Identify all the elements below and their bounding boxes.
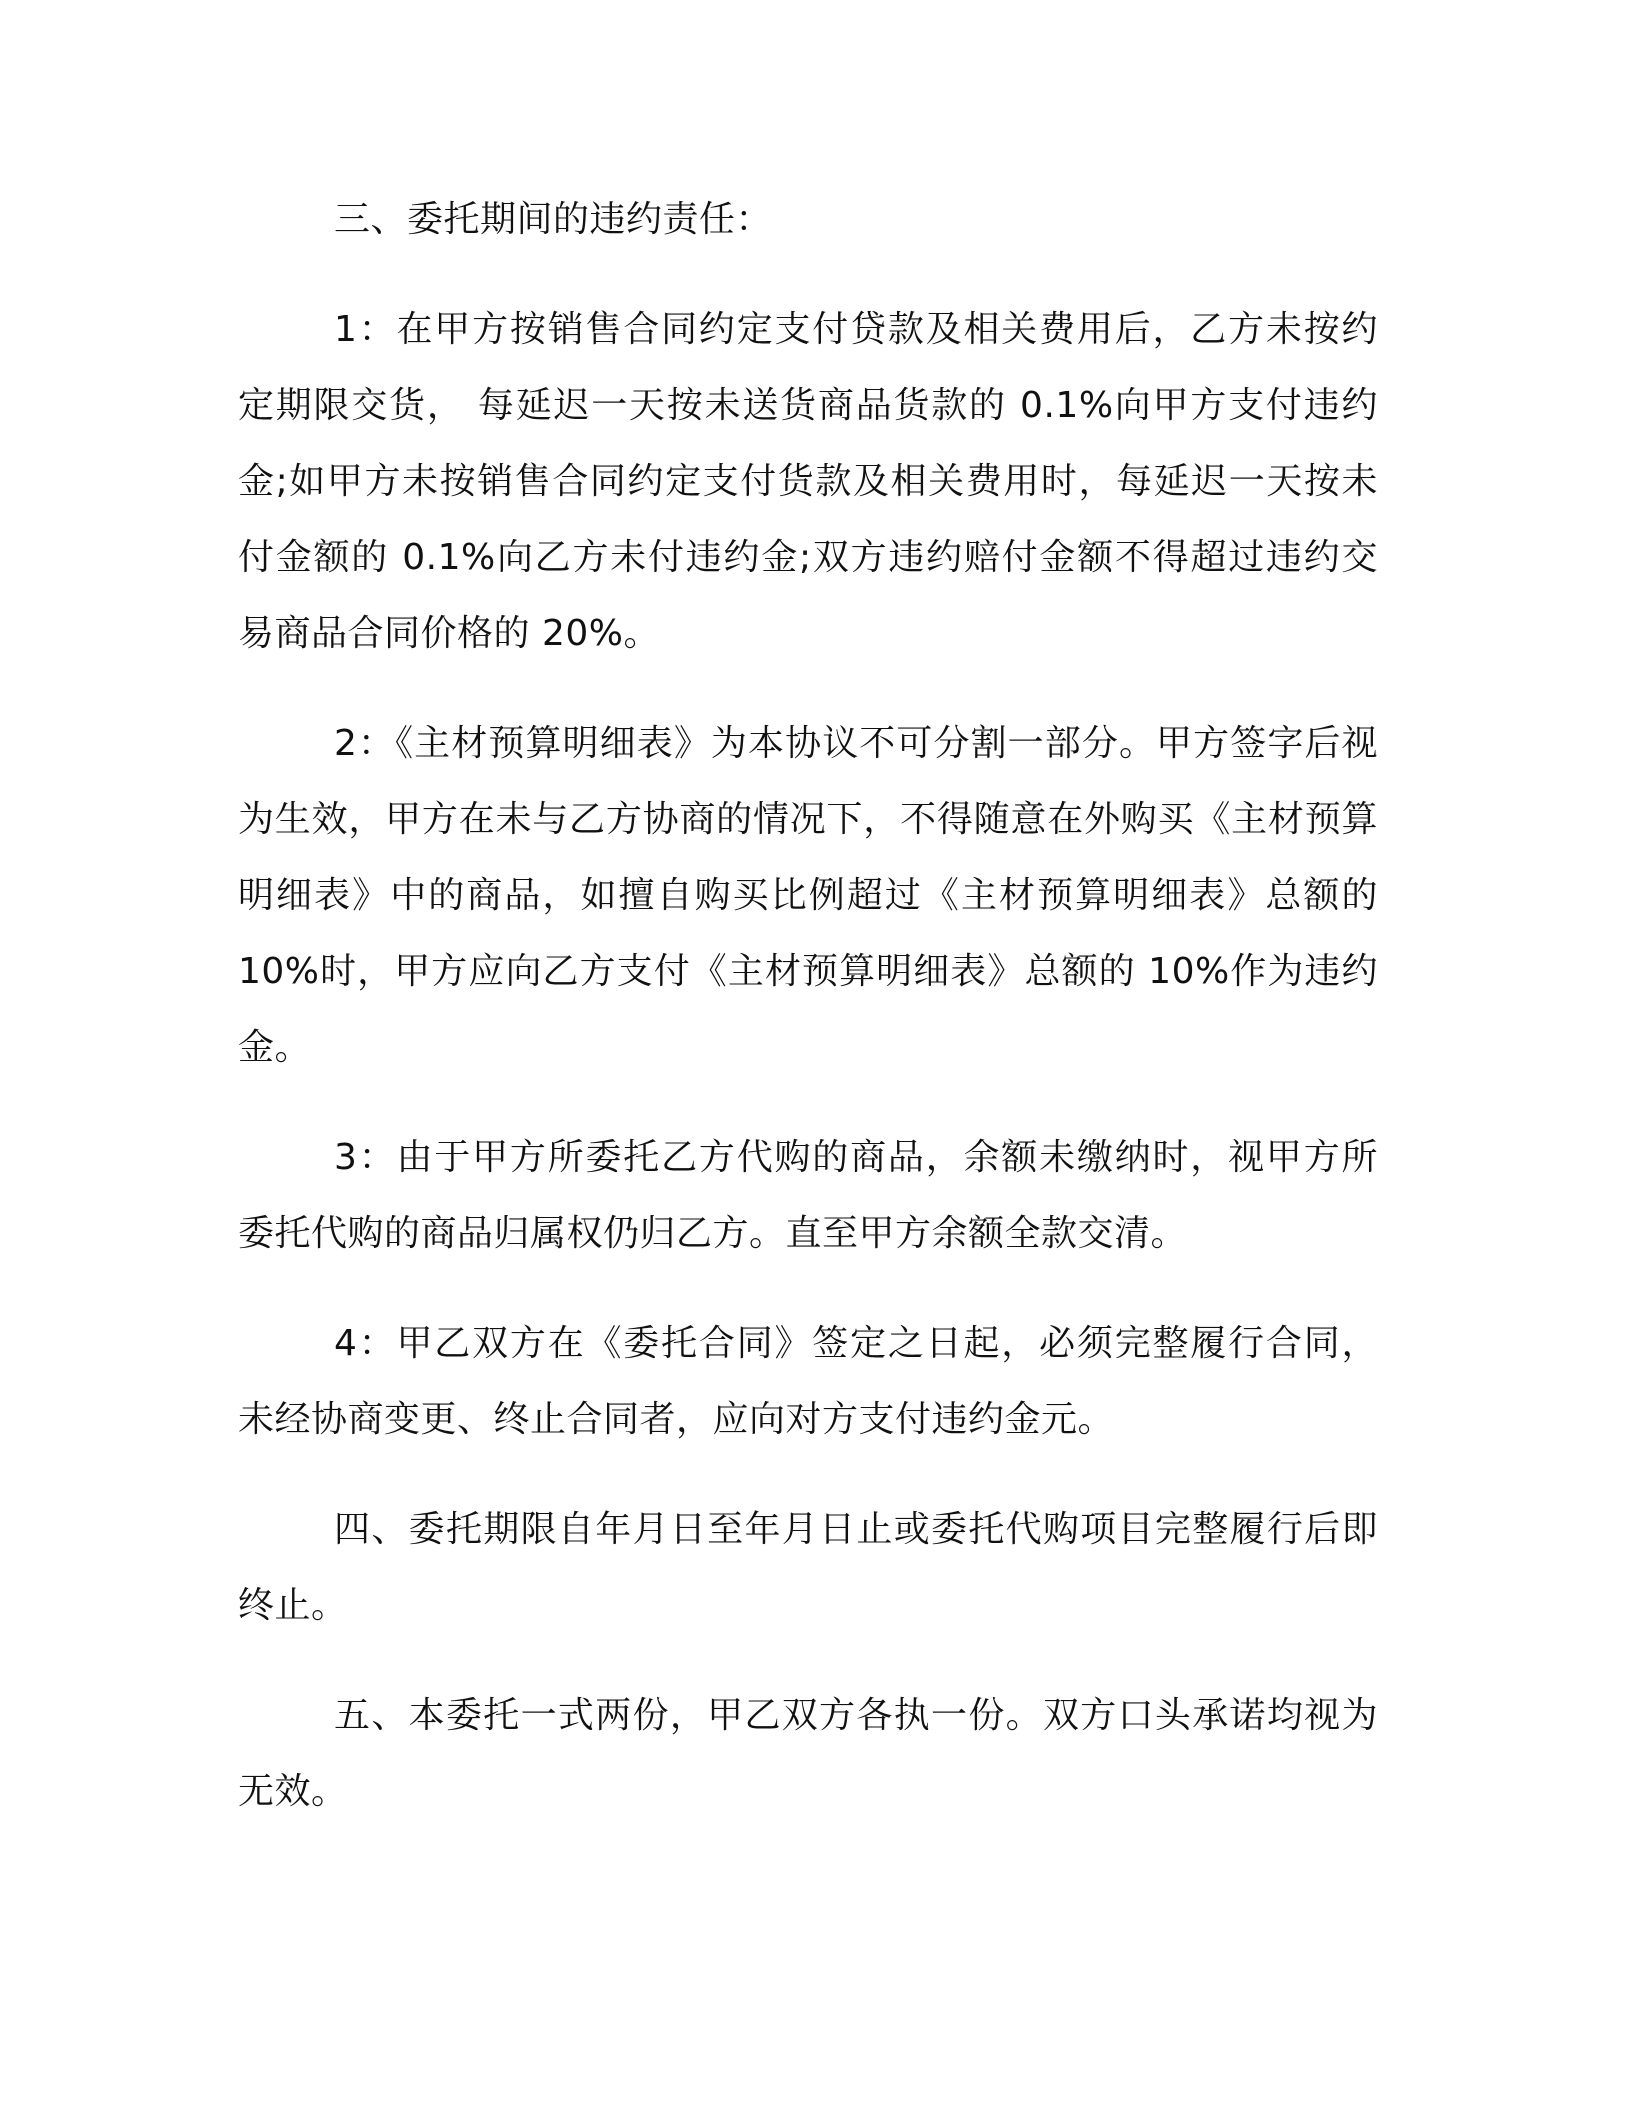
paragraph-section-4: 四、委托期限自年月日至年月日止或委托代购项目完整履行后即终止。 <box>238 1509 1378 1626</box>
paragraph-section-5: 五、本委托一式两份，甲乙双方各执一份。双方口头承诺均视为无效。 <box>238 1695 1378 1812</box>
paragraph-section-3-heading: 三、委托期间的违约责任： <box>334 199 773 240</box>
paragraph-clause-4: 4：甲乙双方在《委托合同》签定之日起，必须完整履行合同，未经协商变更、终止合同者，应向对方支付违约金元。 <box>238 1323 1378 1440</box>
paragraph-clause-2: 2：《主材预算明细表》为本协议不可分割一部分。甲方签字后视为生效，甲方在未与乙方协商的情况下，不得随意在外购买《主材预算明细表》中的商品，如擅自购买比例超过《主材预算明细表》总额的 10%时，甲方应向乙方支付《主材预算明细表》总额的 10%作为违约金。 <box>238 723 1378 1068</box>
paragraph-clause-1: 1：在甲方按销售合同约定支付贷款及相关费用后，乙方未按约定期限交货， 每延迟一天按未送货商品货款的 0.1%向甲方支付违约金;如甲方未按销售合同约定支付货款及相关费用时，每延迟一天按未付金额的 0.1%向乙方未付违约金;双方违约赔付金额不得超过违约交易商品合同价格的 20%。 <box>238 309 1378 654</box>
paragraph-clause-3: 3：由于甲方所委托乙方代购的商品，余额未缴纳时，视甲方所委托代购的商品归属权仍归乙方。直至甲方余额全款交清。 <box>238 1137 1378 1254</box>
document-page <box>238 182 1378 1864</box>
